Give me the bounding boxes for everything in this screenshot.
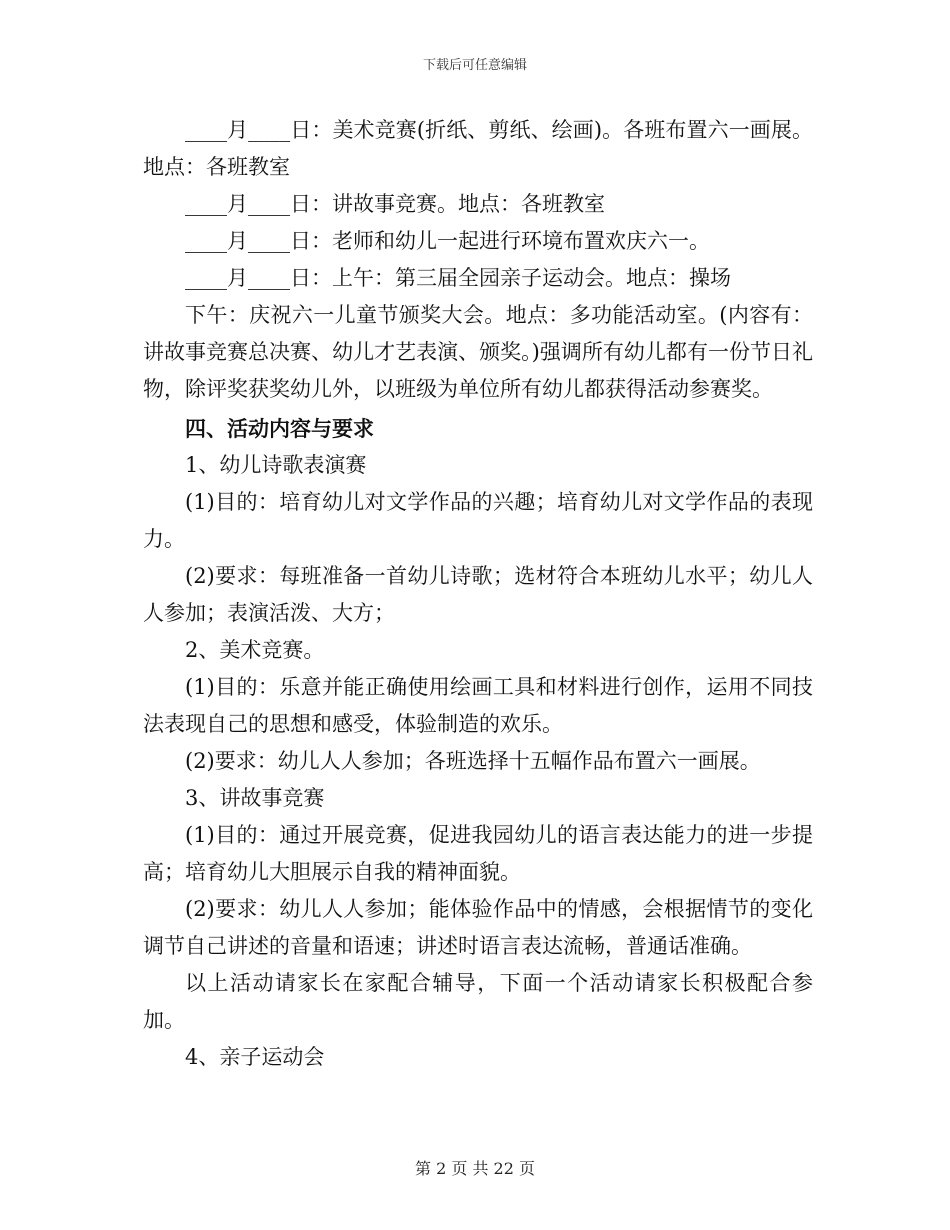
poetry-requirements: (2)要求：每班准备一首幼儿诗歌；选材符合本班幼儿水平；幼儿人人参加；表演活泼、大方； — [143, 564, 813, 625]
subheading-poetry: 1、幼儿诗歌表演赛 — [185, 453, 367, 477]
schedule-art-contest: ____月____日：美术竞赛(折纸、剪纸、绘画)。各班布置六一画展。地点：各班教室 — [143, 118, 813, 179]
document-body — [143, 112, 813, 1076]
schedule-storytelling: ____月____日：讲故事竞赛。地点：各班教室 — [185, 192, 605, 216]
schedule-environment: ____月____日：老师和幼儿一起进行环境布置欢庆六一。 — [185, 229, 710, 253]
schedule-sports-meet: ____月____日：上午：第三届全园亲子运动会。地点：操场 — [185, 266, 731, 290]
subheading-art: 2、美术竞赛。 — [185, 638, 325, 662]
art-requirements: (2)要求：幼儿人人参加；各班选择十五幅作品布置六一画展。 — [185, 749, 761, 773]
subheading-storytelling: 3、讲故事竞赛 — [185, 786, 325, 810]
schedule-afternoon-awards: 下午：庆祝六一儿童节颁奖大会。地点：多功能活动室。(内容有：讲故事竞赛总决赛、幼儿才艺表演、颁奖。)强调所有幼儿都有一份节日礼物，除评奖获奖幼儿外，以班级为单位所有幼儿都获得活动参赛奖。 — [143, 303, 813, 401]
poetry-goal: (1)目的：培育幼儿对文学作品的兴趣；培育幼儿对文学作品的表现力。 — [143, 490, 813, 551]
page-header: 下载后可任意编辑 — [422, 58, 527, 73]
subheading-sports-meet: 4、亲子运动会 — [185, 1045, 325, 1069]
parent-note: 以上活动请家长在家配合辅导，下面一个活动请家长积极配合参加。 — [143, 971, 813, 1032]
storytelling-requirements: (2)要求：幼儿人人参加；能体验作品中的情感，会根据情节的变化调节自己讲述的音量和语速；讲述时语言表达流畅，普通话准确。 — [143, 897, 813, 958]
storytelling-goal: (1)目的：通过开展竞赛，促进我园幼儿的语言表达能力的进一步提高；培育幼儿大胆展示自我的精神面貌。 — [143, 823, 813, 884]
page-footer: 第 2 页 共 22 页 — [415, 1159, 535, 1178]
art-goal: (1)目的：乐意并能正确使用绘画工具和材料进行创作，运用不同技法表现自己的思想和感受，体验制造的欢乐。 — [143, 675, 813, 736]
section-heading: 四、活动内容与要求 — [185, 416, 374, 441]
